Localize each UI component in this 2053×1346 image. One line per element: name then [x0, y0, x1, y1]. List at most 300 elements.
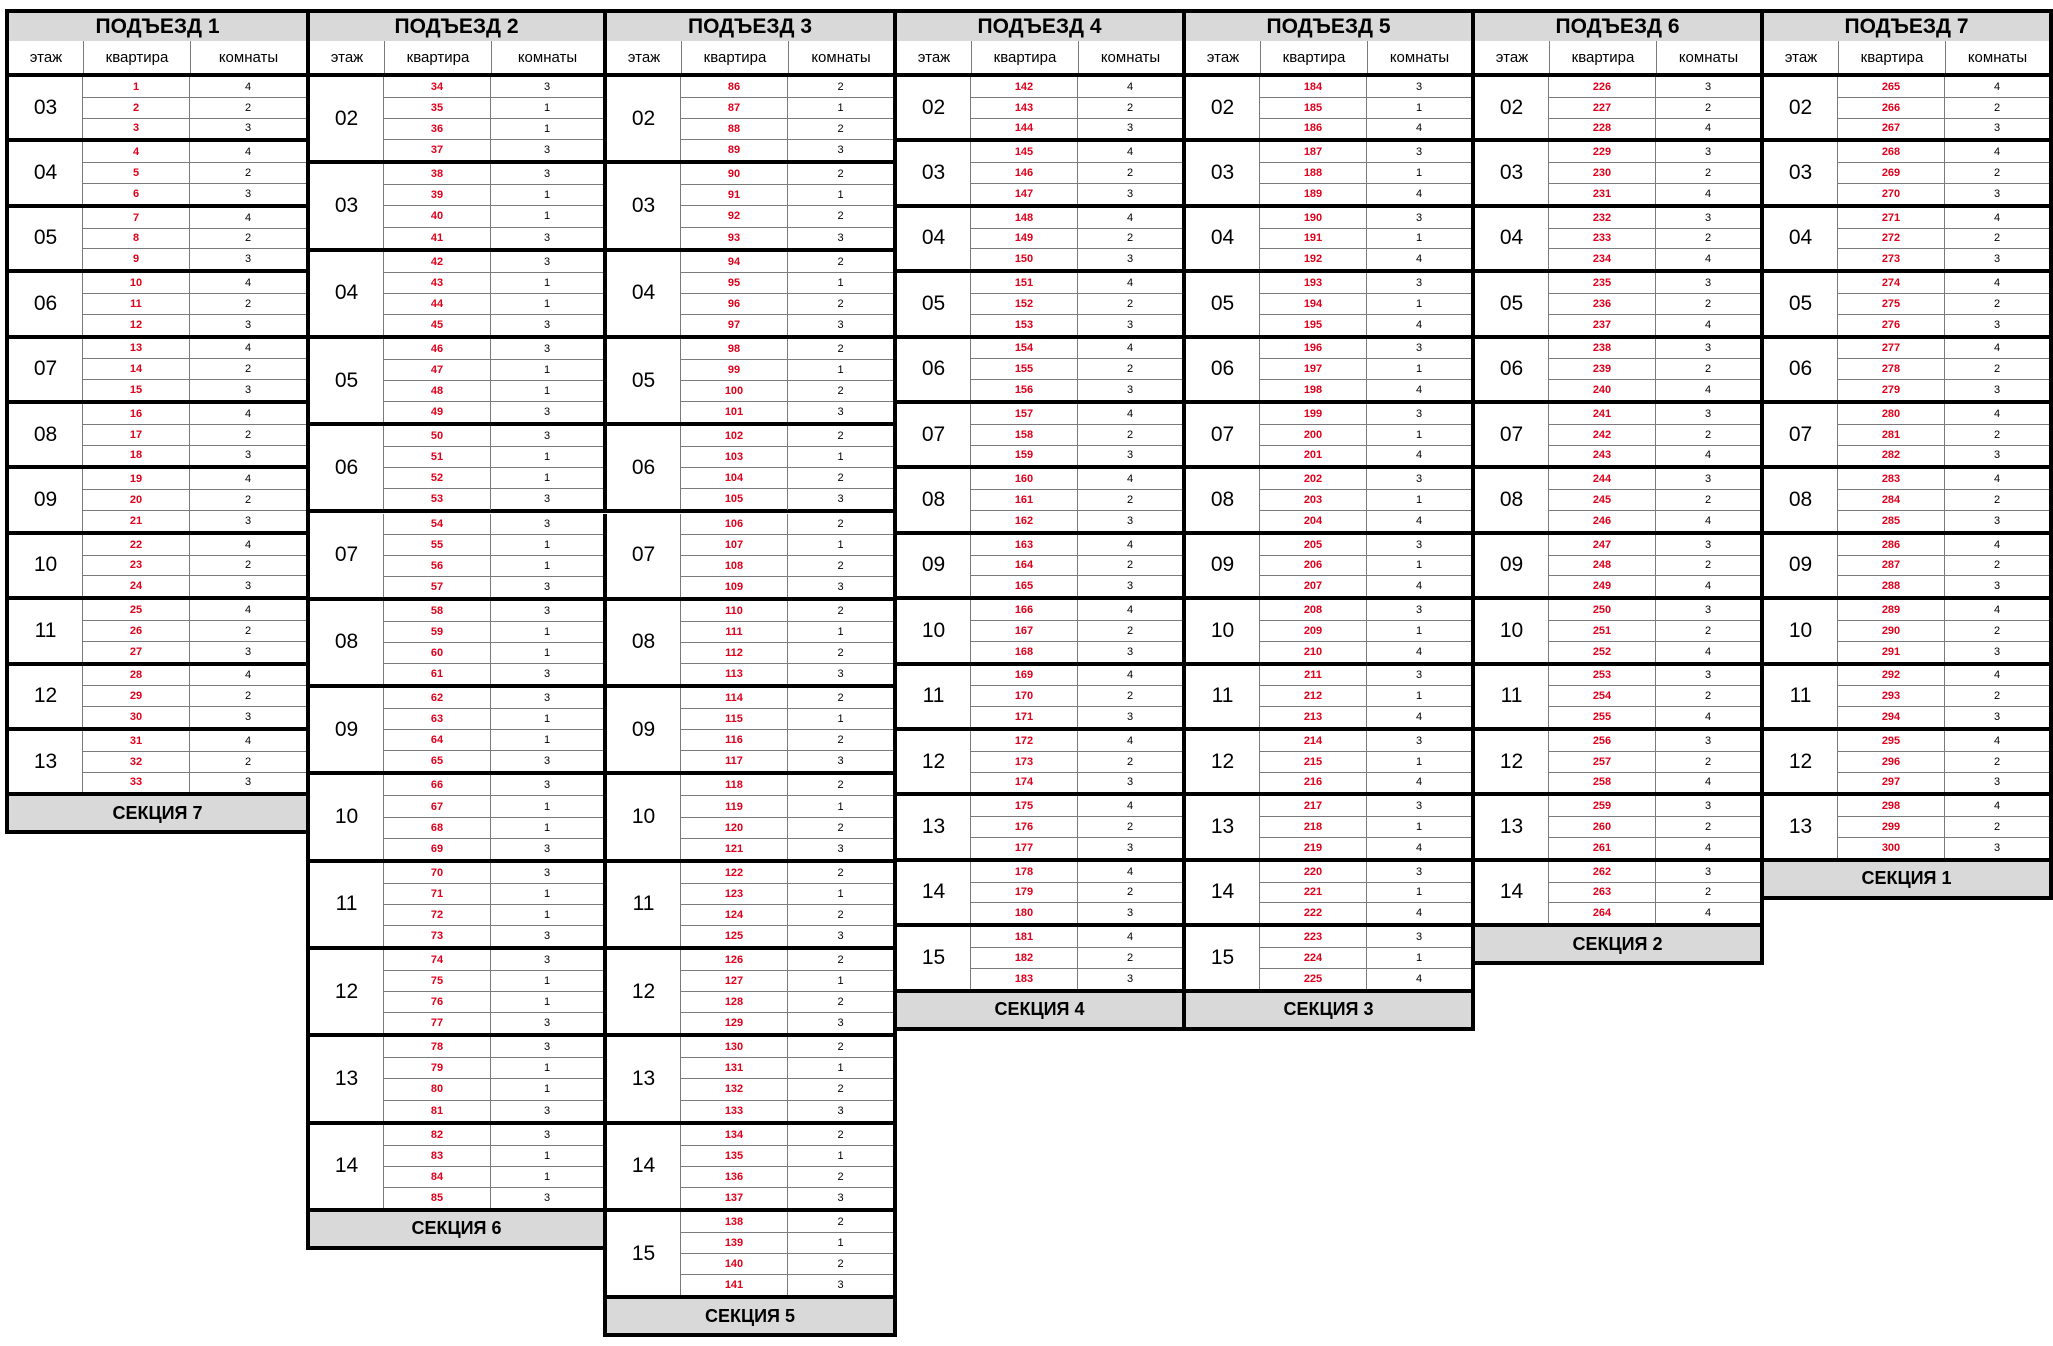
apartment-row	[1549, 424, 1760, 445]
floor-block	[1760, 796, 2053, 861]
apartment-rows	[1260, 927, 1471, 988]
apartment-number: 18	[83, 446, 190, 466]
floor-number: 10	[1186, 600, 1260, 661]
apartment-number: 178	[971, 862, 1078, 882]
apartment-number: 222	[1260, 903, 1367, 923]
apartment-number: 162	[971, 511, 1078, 531]
apartment-row	[1260, 293, 1471, 314]
apartment-rows	[83, 600, 306, 661]
room-count: 3	[543, 517, 551, 530]
floor-number: 12	[1764, 731, 1838, 792]
room-count: 1	[543, 975, 551, 988]
floor-number: 06	[607, 426, 681, 509]
apartment-row	[1260, 947, 1471, 968]
apartment-row	[681, 227, 893, 248]
apartment-number: 121	[681, 839, 788, 859]
room-count: 4	[1704, 645, 1712, 658]
apartment-row	[1260, 183, 1471, 204]
apartment-number: 275	[1838, 294, 1945, 314]
room-count: 3	[543, 318, 551, 331]
apartment-row	[971, 142, 1182, 162]
apartment-number: 166	[971, 600, 1078, 620]
apartment-row	[1838, 424, 2049, 445]
apartment-row	[384, 1125, 603, 1145]
room-count: 1	[543, 364, 551, 376]
apartment-rows	[384, 77, 603, 160]
room-count: 2	[1126, 297, 1134, 310]
apartment-row	[384, 925, 603, 946]
apartment-row	[1260, 751, 1471, 772]
apartment-number: 280	[1838, 404, 1945, 424]
floor-block	[1760, 731, 2053, 796]
room-count: 4	[1993, 407, 2001, 420]
apartment-row	[1260, 685, 1471, 706]
apartment-row	[681, 1212, 893, 1232]
floor-number: 02	[1475, 77, 1549, 138]
room-count: 1	[543, 210, 551, 223]
room-count: 3	[837, 144, 844, 157]
room-count: 4	[1704, 384, 1712, 397]
room-count: 1	[543, 276, 551, 289]
apartment-row	[384, 77, 603, 97]
apartment-number: 157	[971, 404, 1078, 424]
apartment-row	[971, 772, 1182, 793]
apartment-number: 107	[681, 535, 788, 555]
apartment-row	[681, 555, 893, 576]
apartment-number: 228	[1549, 119, 1656, 139]
floor-block	[603, 77, 897, 164]
apartment-number: 96	[681, 294, 788, 314]
apartment-row	[1260, 314, 1471, 335]
apartment-number: 236	[1549, 294, 1656, 314]
apartment-number: 216	[1260, 773, 1367, 793]
apartment-number: 293	[1838, 686, 1945, 706]
floor-block	[1471, 862, 1764, 927]
apartment-row	[83, 575, 306, 596]
apartment-row	[1549, 641, 1760, 662]
apartment-rows	[1260, 666, 1471, 727]
apartment-row	[384, 446, 603, 467]
apartment-rows	[384, 775, 603, 858]
apartment-row	[1260, 641, 1471, 662]
room-count: 2	[244, 494, 252, 507]
apartment-number: 239	[1549, 359, 1656, 379]
floor-number: 06	[897, 339, 971, 400]
room-count: 2	[1993, 821, 2001, 834]
apartment-number: 168	[971, 642, 1078, 662]
apartment-row	[384, 1057, 603, 1078]
apartment-row	[1549, 796, 1760, 816]
apartment-row	[681, 925, 893, 946]
floor-block	[5, 731, 310, 796]
apartment-row	[971, 379, 1182, 400]
room-count: 3	[1415, 538, 1423, 551]
apartment-number: 133	[681, 1101, 788, 1121]
room-count: 3	[1126, 711, 1134, 724]
apartment-number: 135	[681, 1146, 788, 1166]
floor-block	[1471, 731, 1764, 796]
apartment-row	[681, 514, 893, 534]
apartment-number: 143	[971, 98, 1078, 118]
apartment-number: 93	[681, 228, 788, 248]
room-count: 3	[1704, 669, 1712, 682]
room-count: 4	[1993, 800, 2001, 813]
room-count: 3	[1993, 187, 2001, 200]
room-count: 1	[1415, 167, 1423, 180]
apartment-rows	[1549, 666, 1760, 727]
room-count: 1	[543, 559, 551, 572]
floor-number: 07	[310, 514, 384, 597]
apartment-row	[681, 1253, 893, 1274]
entrance-title: ПОДЪЕЗД 2	[306, 9, 607, 45]
room-count: 3	[1415, 473, 1423, 486]
floor-number: 09	[1186, 535, 1260, 596]
apartment-number: 147	[971, 184, 1078, 204]
room-count: 1	[837, 975, 844, 988]
floor-number: 04	[607, 252, 681, 335]
apartment-number: 10	[83, 273, 190, 293]
floor-block	[1760, 535, 2053, 600]
apartment-number: 140	[681, 1254, 788, 1274]
room-count: 2	[1704, 624, 1712, 637]
apartment-row	[1260, 445, 1471, 466]
apartment-row	[1260, 862, 1471, 882]
apartment-row	[1260, 927, 1471, 947]
room-count: 3	[837, 406, 844, 419]
column-header-floor: этаж	[1206, 48, 1240, 66]
apartment-rows	[681, 1037, 893, 1120]
room-count: 2	[244, 297, 252, 310]
floor-block	[1471, 142, 1764, 207]
apartment-row	[384, 272, 603, 293]
apartment-rows	[971, 600, 1182, 661]
room-count: 3	[1993, 253, 2001, 266]
apartment-row	[83, 183, 306, 204]
apartment-rows	[1260, 731, 1471, 792]
apartment-rows	[1838, 208, 2049, 269]
room-count: 4	[1415, 253, 1423, 266]
apartment-row	[681, 314, 893, 335]
floor-number: 02	[1764, 77, 1838, 138]
apartment-row	[1838, 208, 2049, 228]
apartment-row	[681, 293, 893, 314]
apartment-row	[384, 1037, 603, 1057]
apartment-number: 286	[1838, 535, 1945, 555]
room-count: 1	[837, 538, 844, 551]
room-count: 3	[543, 1128, 551, 1141]
apartment-row	[384, 601, 603, 621]
room-count: 3	[1126, 122, 1134, 135]
floor-block	[1471, 796, 1764, 861]
apartment-number: 261	[1549, 838, 1656, 858]
apartment-number: 203	[1260, 490, 1367, 510]
room-count: 3	[244, 384, 252, 397]
room-count: 4	[244, 211, 252, 224]
room-count: 2	[837, 123, 844, 136]
apartment-row	[971, 862, 1182, 882]
room-count: 2	[1126, 428, 1134, 441]
apartment-rows	[1838, 535, 2049, 596]
floor-number: 05	[9, 208, 83, 269]
apartment-row	[1549, 162, 1760, 183]
apartment-rows	[1549, 600, 1760, 661]
apartment-row	[971, 162, 1182, 183]
apartment-row	[1549, 228, 1760, 249]
apartment-row	[681, 1100, 893, 1121]
room-count: 1	[1415, 886, 1423, 899]
room-count: 2	[244, 363, 252, 376]
room-count: 2	[1126, 755, 1134, 768]
floor-number: 04	[1186, 208, 1260, 269]
apartment-row	[83, 404, 306, 424]
apartment-row	[681, 1274, 893, 1295]
floor-number: 06	[9, 273, 83, 334]
room-count: 1	[543, 996, 551, 1009]
floor-block	[1760, 142, 2053, 207]
apartment-number: 159	[971, 446, 1078, 466]
room-count: 4	[1126, 277, 1134, 290]
floor-number: 08	[1475, 469, 1549, 530]
apartment-number: 151	[971, 273, 1078, 293]
room-count: 4	[1415, 841, 1423, 854]
floor-number: 07	[897, 404, 971, 465]
apartment-number: 267	[1838, 119, 1945, 139]
apartment-number: 269	[1838, 163, 1945, 183]
floor-block	[1182, 796, 1475, 861]
room-count: 3	[1704, 473, 1712, 486]
apartment-row	[1260, 555, 1471, 576]
apartment-number: 46	[384, 339, 491, 359]
floor-number: 04	[1475, 208, 1549, 269]
column-header-rooms: комнаты	[1656, 41, 1760, 73]
apartment-number: 36	[384, 119, 491, 139]
room-count: 2	[1126, 951, 1134, 964]
apartment-number: 7	[83, 208, 190, 228]
apartment-row	[1838, 731, 2049, 751]
apartment-number: 50	[384, 426, 491, 446]
apartment-number: 196	[1260, 339, 1367, 359]
apartment-row	[1838, 837, 2049, 858]
room-count: 2	[837, 866, 844, 879]
room-count: 2	[837, 1083, 844, 1096]
apartment-row	[1260, 77, 1471, 97]
apartment-number: 129	[681, 1013, 788, 1033]
column-header-floor: этаж	[1495, 48, 1529, 66]
apartment-row	[1838, 535, 2049, 555]
apartment-row	[1549, 575, 1760, 596]
column-header-floor: этаж	[627, 48, 661, 66]
apartment-number: 60	[384, 643, 491, 663]
room-count: 3	[1126, 645, 1134, 658]
room-count: 1	[543, 887, 551, 900]
floor-number: 04	[310, 252, 384, 335]
apartment-number: 70	[384, 863, 491, 883]
apartment-number: 191	[1260, 229, 1367, 249]
apartment-number: 80	[384, 1079, 491, 1099]
room-count: 3	[1704, 407, 1712, 420]
apartment-number: 89	[681, 140, 788, 160]
floor-block	[603, 164, 897, 251]
floor-number: 12	[1475, 731, 1549, 792]
apartment-rows	[384, 339, 603, 422]
room-count: 3	[1126, 972, 1134, 985]
apartment-number: 230	[1549, 163, 1656, 183]
apartment-number: 274	[1838, 273, 1945, 293]
column-header-rooms: комнаты	[491, 41, 603, 73]
room-count: 3	[543, 1191, 551, 1204]
apartment-number: 9	[83, 249, 190, 269]
apartment-row	[971, 97, 1182, 118]
apartment-number: 92	[681, 206, 788, 226]
apartment-number: 273	[1838, 249, 1945, 269]
room-count: 3	[543, 168, 551, 181]
apartment-number: 268	[1838, 142, 1945, 162]
room-count: 2	[837, 1258, 844, 1271]
apartment-number: 189	[1260, 184, 1367, 204]
column-header-row	[603, 41, 897, 77]
apartment-number: 299	[1838, 817, 1945, 837]
apartment-number: 284	[1838, 490, 1945, 510]
apartment-row	[83, 489, 306, 510]
apartment-row	[971, 620, 1182, 641]
apartment-number: 117	[681, 751, 788, 771]
floor-number: 11	[1764, 666, 1838, 727]
apartment-row	[384, 339, 603, 359]
floor-number: 08	[1764, 469, 1838, 530]
apartment-number: 49	[384, 402, 491, 422]
apartment-rows	[83, 469, 306, 530]
room-count: 4	[1126, 734, 1134, 747]
floor-block	[1182, 77, 1475, 142]
apartment-number: 42	[384, 252, 491, 272]
apartment-number: 198	[1260, 380, 1367, 400]
floor-block	[5, 469, 310, 534]
apartment-row	[384, 252, 603, 272]
floor-number: 13	[9, 731, 83, 792]
apartment-rows	[384, 950, 603, 1033]
apartment-row	[384, 729, 603, 750]
apartment-row	[971, 600, 1182, 620]
floor-number: 11	[897, 666, 971, 727]
room-count: 4	[1993, 538, 2001, 551]
apartment-number: 223	[1260, 927, 1367, 947]
floor-block	[893, 535, 1186, 600]
apartment-row	[1549, 751, 1760, 772]
apartment-rows	[83, 731, 306, 792]
apartment-row	[1549, 731, 1760, 751]
apartment-row	[971, 685, 1182, 706]
apartment-row	[384, 838, 603, 859]
column-header-row	[1760, 41, 2053, 77]
apartment-rows	[1260, 469, 1471, 530]
apartment-row	[1549, 510, 1760, 531]
room-count: 4	[1993, 277, 2001, 290]
floor-block	[603, 775, 897, 862]
column-header-rooms: комнаты	[788, 41, 893, 73]
apartment-row	[681, 1057, 893, 1078]
room-count: 4	[1415, 187, 1423, 200]
apartment-row	[681, 359, 893, 380]
floor-number: 13	[310, 1037, 384, 1120]
apartment-row	[1260, 339, 1471, 359]
apartment-row	[384, 164, 603, 184]
apartment-number: 173	[971, 752, 1078, 772]
room-count: 4	[244, 604, 252, 617]
apartment-number: 182	[971, 948, 1078, 968]
apartment-row	[681, 1232, 893, 1253]
apartment-number: 167	[971, 621, 1078, 641]
apartment-number: 97	[681, 315, 788, 335]
apartment-number: 229	[1549, 142, 1656, 162]
apartment-number: 110	[681, 601, 788, 621]
room-count: 2	[1993, 297, 2001, 310]
room-count: 2	[837, 908, 844, 921]
apartment-number: 245	[1549, 490, 1656, 510]
floor-number: 12	[1186, 731, 1260, 792]
apartment-row	[1549, 816, 1760, 837]
apartment-row	[1549, 358, 1760, 379]
floor-number: 08	[1186, 469, 1260, 530]
apartment-number: 242	[1549, 425, 1656, 445]
apartment-number: 294	[1838, 707, 1945, 727]
apartment-number: 69	[384, 839, 491, 859]
apartment-row	[83, 641, 306, 662]
room-count: 3	[1704, 865, 1712, 878]
room-count: 4	[244, 538, 252, 551]
apartment-number: 218	[1260, 817, 1367, 837]
apartment-number: 298	[1838, 796, 1945, 816]
apartment-rows	[384, 1037, 603, 1120]
apartment-row	[1260, 535, 1471, 555]
apartment-number: 156	[971, 380, 1078, 400]
apartment-row	[384, 663, 603, 684]
room-count: 3	[244, 187, 252, 200]
apartment-row	[1549, 404, 1760, 424]
apartment-row	[1260, 424, 1471, 445]
apartment-number: 192	[1260, 249, 1367, 269]
room-count: 3	[543, 1017, 551, 1030]
room-count: 4	[1126, 211, 1134, 224]
apartment-row	[681, 795, 893, 816]
floor-block	[5, 208, 310, 273]
column-header-apartment: квартира	[83, 41, 190, 73]
room-count: 3	[1415, 800, 1423, 813]
apartment-number: 283	[1838, 469, 1945, 489]
room-count: 4	[244, 734, 252, 747]
room-count: 4	[1993, 604, 2001, 617]
room-count: 2	[1993, 101, 2001, 114]
apartment-row	[681, 118, 893, 139]
apartment-row	[384, 904, 603, 925]
room-count: 2	[1704, 886, 1712, 899]
apartment-number: 206	[1260, 556, 1367, 576]
apartment-row	[83, 293, 306, 314]
apartment-number: 235	[1549, 273, 1656, 293]
apartment-row	[384, 708, 603, 729]
room-count: 3	[244, 253, 252, 266]
apartment-number: 8	[83, 229, 190, 249]
room-count: 4	[1993, 211, 2001, 224]
apartment-number: 21	[83, 511, 190, 531]
apartment-row	[384, 118, 603, 139]
floor-block	[5, 273, 310, 338]
room-count: 3	[837, 493, 844, 506]
apartment-number: 255	[1549, 707, 1656, 727]
apartment-rows	[971, 142, 1182, 203]
floor-block	[1471, 666, 1764, 731]
apartment-number: 291	[1838, 642, 1945, 662]
apartment-row	[1838, 469, 2049, 489]
